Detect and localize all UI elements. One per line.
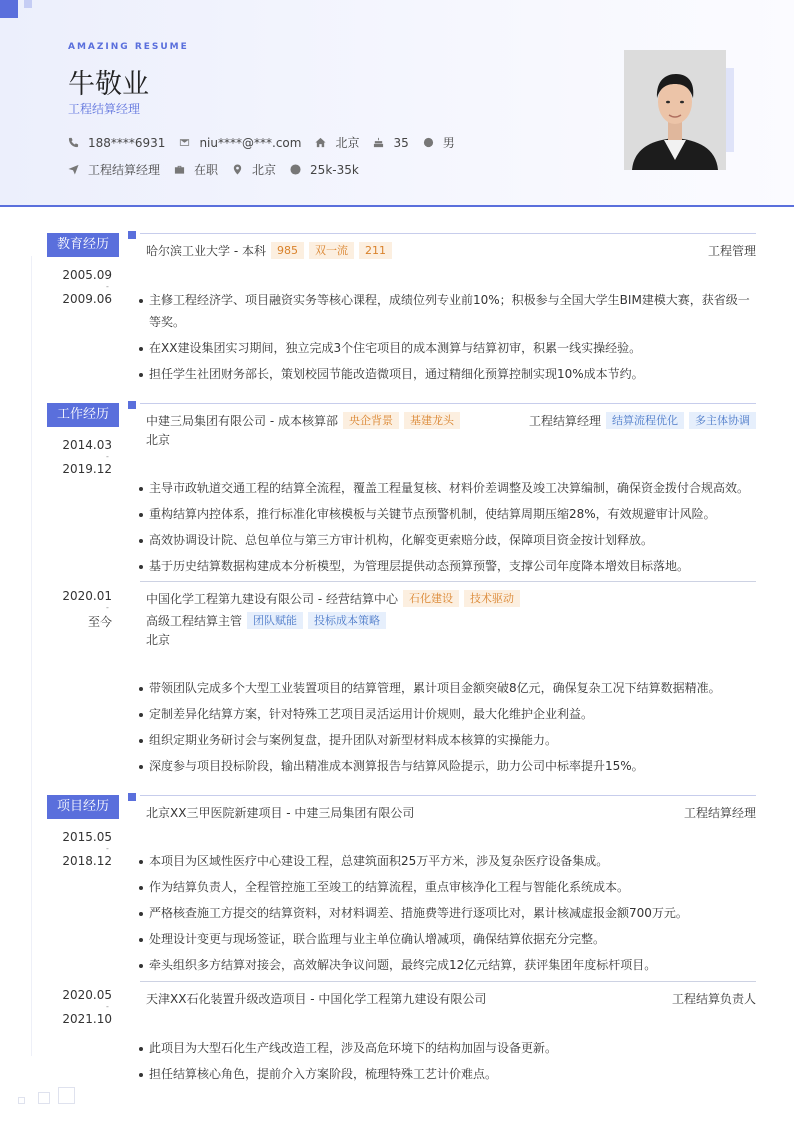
date-dash: - (106, 282, 109, 291)
phone-text: 188****6931 (88, 135, 166, 150)
project-role: 工程结算负责人 (671, 992, 756, 1006)
gender-text: 男 (442, 136, 455, 150)
company-tag: 基建龙头 (404, 412, 460, 429)
date-dash: - (106, 452, 109, 461)
avatar (624, 50, 726, 170)
list-item: 处理设计变更与现场签证，联合监理与业主单位确认增减项，确保结算依据充分完整。 (136, 928, 756, 950)
job2-bullets (136, 677, 756, 781)
proj2-bullets (136, 1037, 756, 1089)
proj1-bullets (136, 850, 756, 980)
footer-decoration (58, 1087, 75, 1104)
list-item: 担任结算核心角色，提前介入方案阶段，梳理特殊工艺计价难点。 (136, 1063, 756, 1085)
intent-position-text: 工程结算经理 (88, 163, 161, 177)
footer-decoration (38, 1092, 50, 1104)
home-icon (315, 137, 326, 148)
status-text: 在职 (194, 163, 219, 177)
job1-start-date: 2014.03 (62, 438, 112, 452)
section-education-label: 教育经历 (47, 233, 119, 257)
job-right-group (529, 412, 756, 429)
candidate-name: 牛敬业 (68, 69, 149, 100)
briefcase-icon (174, 164, 185, 175)
resume-tagline: AMAZING RESUME (68, 42, 189, 52)
edu-start-date: 2005.09 (62, 268, 112, 282)
cake-icon (373, 137, 384, 148)
project-name: 天津XX石化装置升级改造项目 - 中国化学工程第九建设有限公司 (146, 992, 487, 1006)
mail-icon (179, 137, 190, 148)
skill-tag: 结算流程优化 (606, 412, 684, 429)
list-item: 深度参与项目投标阶段，输出精准成本测算报告与结算风险提示，助力公司中标率提升15%。 (136, 755, 756, 777)
proj1-header-row (146, 804, 756, 821)
edu-major: 工程管理 (707, 244, 756, 258)
company-tag: 技术驱动 (464, 590, 520, 607)
info-gender (423, 134, 455, 151)
job-city: 北京 (146, 633, 171, 647)
money-icon (290, 164, 301, 175)
date-dash: - (106, 1002, 109, 1011)
list-item: 定制差异化结算方案，针对特殊工艺项目灵活运用计价规则，最大化维护企业利益。 (136, 703, 756, 725)
gender-icon (423, 137, 434, 148)
header-divider (0, 205, 794, 207)
date-dash: - (106, 844, 109, 853)
info-intent-position (68, 161, 160, 178)
list-item: 此项目为大型石化生产线改造工程，涉及高危环境下的结构加固与设备更新。 (136, 1037, 756, 1059)
job-city: 北京 (146, 433, 171, 447)
candidate-title: 工程结算经理 (68, 102, 141, 116)
edu-header-row (146, 242, 756, 259)
job-position: 高级工程结算主管 (146, 614, 243, 628)
info-home (315, 134, 359, 151)
list-item: 主修工程经济学、项目融资实务等核心课程，成绩位列专业前10%；积极参与全国大学生BIM建模大赛，获省级一等奖。 (136, 289, 756, 333)
list-item: 作为结算负责人，全程管控施工至竣工的结算流程，重点审核净化工程与智能化系统成本。 (136, 876, 756, 898)
company-name: 中建三局集团有限公司 - 成本核算部 (146, 414, 338, 428)
list-item: 牵头组织多方结算对接会，高效解决争议问题，最终完成12亿元结算，获评集团年度标杆项目。 (136, 954, 756, 976)
list-item: 组织定期业务研讨会与案例复盘，提升团队对新型材料成本核算的实操能力。 (136, 729, 756, 751)
date-dash: - (106, 603, 109, 612)
school-tag: 985 (271, 242, 304, 259)
corner-decoration-small (24, 0, 32, 8)
company-tag: 央企背景 (343, 412, 399, 429)
job2-position-row (146, 612, 756, 629)
proj2-end-date: 2021.10 (62, 1012, 112, 1026)
home-text: 北京 (335, 136, 360, 150)
salary-text: 25k-35k (310, 162, 359, 177)
section-marker (128, 401, 136, 409)
project-name: 北京XX三甲医院新建项目 - 中建三局集团有限公司 (146, 806, 415, 820)
list-item: 主导市政轨道交通工程的结算全流程，覆盖工程量复核、材料价差调整及竣工决算编制，确保资金拨付合规高效。 (136, 477, 756, 499)
info-salary (290, 163, 359, 177)
list-item: 本项目为区域性医疗中心建设工程，总建筑面积25万平方米，涉及复杂医疗设备集成。 (136, 850, 756, 872)
list-item: 高效协调设计院、总包单位与第三方审计机构，化解变更索赔分歧，保障项目资金按计划释放。 (136, 529, 756, 551)
email-text: niu****@***.com (199, 135, 302, 150)
list-item: 严格核查施工方提交的结算资料，对材料调差、措施费等进行逐项比对，累计核减虚报金额700万元。 (136, 902, 756, 924)
school-tag: 211 (359, 242, 392, 259)
job-position: 工程结算经理 (528, 414, 601, 428)
timeline-guide (31, 256, 32, 1056)
proj2-header-row (146, 990, 756, 1007)
edu-bullets (136, 289, 756, 389)
company-name: 中国化学工程第九建设有限公司 - 经营结算中心 (146, 592, 398, 606)
job1-header-row (146, 412, 756, 429)
edu-end-date: 2009.06 (62, 292, 112, 306)
intent-city-text: 北京 (252, 163, 277, 177)
section-marker (128, 231, 136, 239)
section-divider (140, 795, 756, 796)
list-item: 带领团队完成多个大型工业装置项目的结算管理，累计项目金额突破8亿元，确保复杂工况下结算数据精准。 (136, 677, 756, 699)
corner-decoration (0, 0, 18, 18)
job-intent-row (68, 161, 373, 178)
info-intent-city (232, 161, 276, 178)
project-role: 工程结算经理 (683, 806, 756, 820)
skill-tag: 多主体协调 (689, 412, 756, 429)
job1-end-date: 2019.12 (62, 462, 112, 476)
age-text: 35 (393, 135, 409, 150)
job2-start-date: 2020.01 (62, 589, 112, 603)
section-divider (140, 233, 756, 234)
school-name: 哈尔滨工业大学 - 本科 (146, 244, 266, 258)
section-divider (140, 403, 756, 404)
section-marker (128, 793, 136, 801)
resume-header (0, 0, 794, 206)
job2-header-row (146, 590, 756, 607)
job2-end-date: 至今 (87, 615, 112, 629)
school-tag: 双一流 (309, 242, 354, 259)
proj2-start-date: 2020.05 (62, 988, 112, 1002)
company-tag: 石化建设 (403, 590, 459, 607)
proj1-start-date: 2015.05 (62, 830, 112, 844)
proj1-end-date: 2018.12 (62, 854, 112, 868)
contact-info-row (68, 134, 469, 151)
info-phone (68, 136, 165, 150)
list-item: 担任学生社团财务部长，策划校园节能改造微项目，通过精细化预算控制实现10%成本节约。 (136, 363, 756, 385)
list-item: 在XX建设集团实习期间，独立完成3个住宅项目的成本测算与结算初审，积累一线实操经验。 (136, 337, 756, 359)
footer-decoration (18, 1097, 25, 1104)
skill-tag: 投标成本策略 (308, 612, 386, 629)
entry-divider (140, 581, 756, 582)
list-item: 基于历史结算数据构建成本分析模型，为管理层提供动态预算预警，支撑公司年度降本增效目标落地。 (136, 555, 756, 577)
location-pin-icon (232, 164, 243, 175)
skill-tag: 团队赋能 (247, 612, 303, 629)
entry-divider (140, 981, 756, 982)
job1-bullets (136, 477, 756, 581)
info-age (373, 136, 408, 150)
list-item: 重构结算内控体系，推行标准化审核模板与关键节点预警机制，使结算周期压缩28%，有效规避审计风险。 (136, 503, 756, 525)
section-work-label: 工作经历 (47, 403, 119, 427)
info-status (174, 161, 218, 178)
section-projects-label: 项目经历 (47, 795, 119, 819)
profile-photo (624, 50, 726, 170)
phone-icon (68, 137, 79, 148)
info-email (179, 136, 301, 150)
send-icon (68, 164, 79, 175)
